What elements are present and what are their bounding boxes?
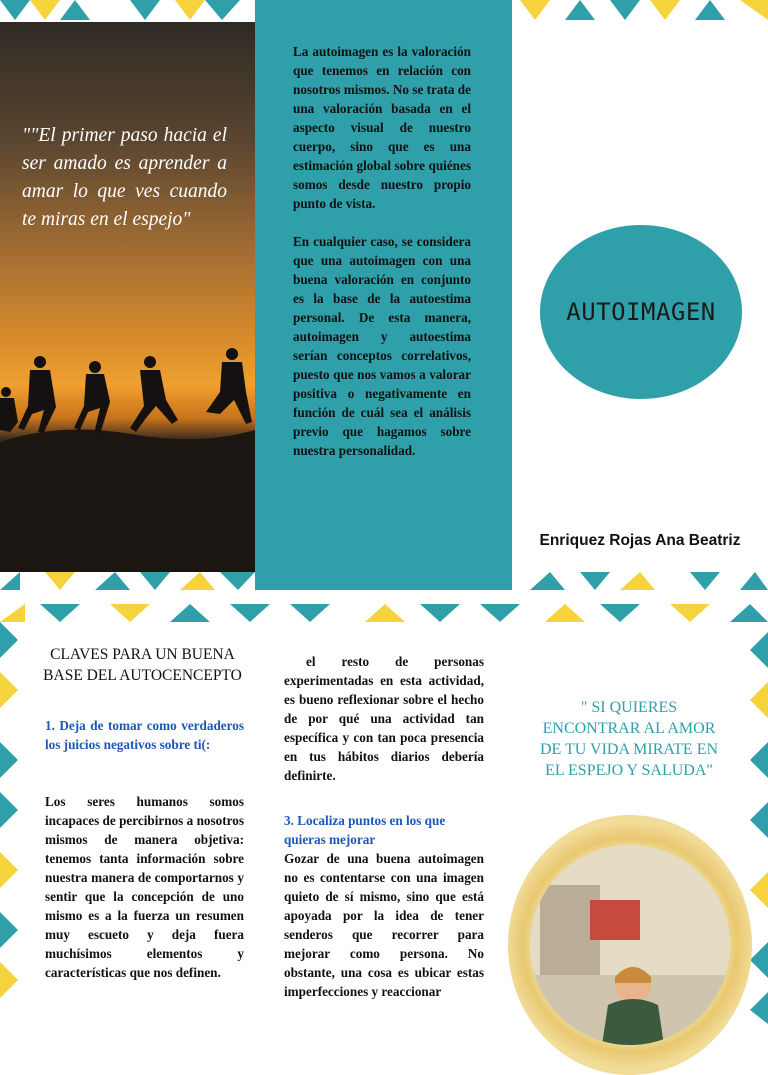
photo-quote: ""El primer paso hacia el ser amado es aprender a amar lo que ves cuando te miras en el espejo" [22, 125, 227, 230]
mirror-quote: " SI QUIERES ENCONTRAR AL AMOR DE TU VIDA MIRATE EN EL ESPEJO Y SALUDA" [539, 699, 719, 779]
item-3-text: Gozar de una buena autoimagen no es contentarse con una imagen quieto de sí mismo, sino que está apoyada por la idea de tener senderos que recorrer para mejorar como persona. No obstante, una cosa es ubicar estas imperfecciones y reaccionar [284, 851, 484, 999]
sunset-photo [0, 22, 255, 572]
cover-title: AUTOIMAGEN [566, 298, 716, 326]
author-name: Enriquez Rojas Ana Beatriz [539, 532, 741, 549]
middle-pattern-band [0, 572, 768, 622]
claves-title: CLAVES PARA UN BUENA BASE DEL AUTOCENCEPTO [43, 646, 242, 684]
item-1-text: Los seres humanos somos incapaces de percibirnos a nosotros mismos de manera objetiva: tenemos tanta información sobre nuestra manera de comportarnos y sentir que la concepción de uno mismo es a la fuerza un resumen muy escueto y deja fuera muchísimos elementos y características que nos definen. [45, 794, 244, 980]
item-1-heading: 1. Deja de tomar como verdaderos los juicios negativos sobre ti(: [45, 718, 244, 752]
left-pattern-strip [0, 622, 20, 1024]
title-circle [540, 225, 742, 399]
intro-text [293, 42, 471, 479]
intro-paragraph-1: La autoimagen es la valoración que tenemos en relación con nosotros mismos. No se trata de una valoración basada en el aspecto visual de nuestro cuerpo, sino que es una estimación global sobre quiénes somos desde nuestro propio punto de vista. [293, 44, 471, 211]
claves-column-2 [284, 652, 484, 1001]
child-mirror-photo [530, 845, 730, 1045]
claves-column-1 [45, 716, 244, 982]
right-pattern-strip [748, 622, 768, 1024]
item-3-heading: 3. Localiza puntos en los que quieras mejorar [284, 813, 446, 847]
silhouettes-image [0, 322, 255, 572]
intro-paragraph-2: En cualquier caso, se considera que una autoimagen con una buena valoración en conjunto es la base de la autoestima personal. De esta manera, autoimagen y autoestima serían conceptos correlativos, puesto que nos vamos a valorar positiva o negativamente en función de cuál sea el análisis previo que hagamos sobre nuestra personalidad. [293, 234, 471, 458]
column-2-text: el resto de personas experimentadas en esta actividad, es bueno reflexionar sobre el hecho de por qué una actividad tan específica y con tan poca presencia en tus hábitos diarios debería definirte. [284, 654, 484, 783]
